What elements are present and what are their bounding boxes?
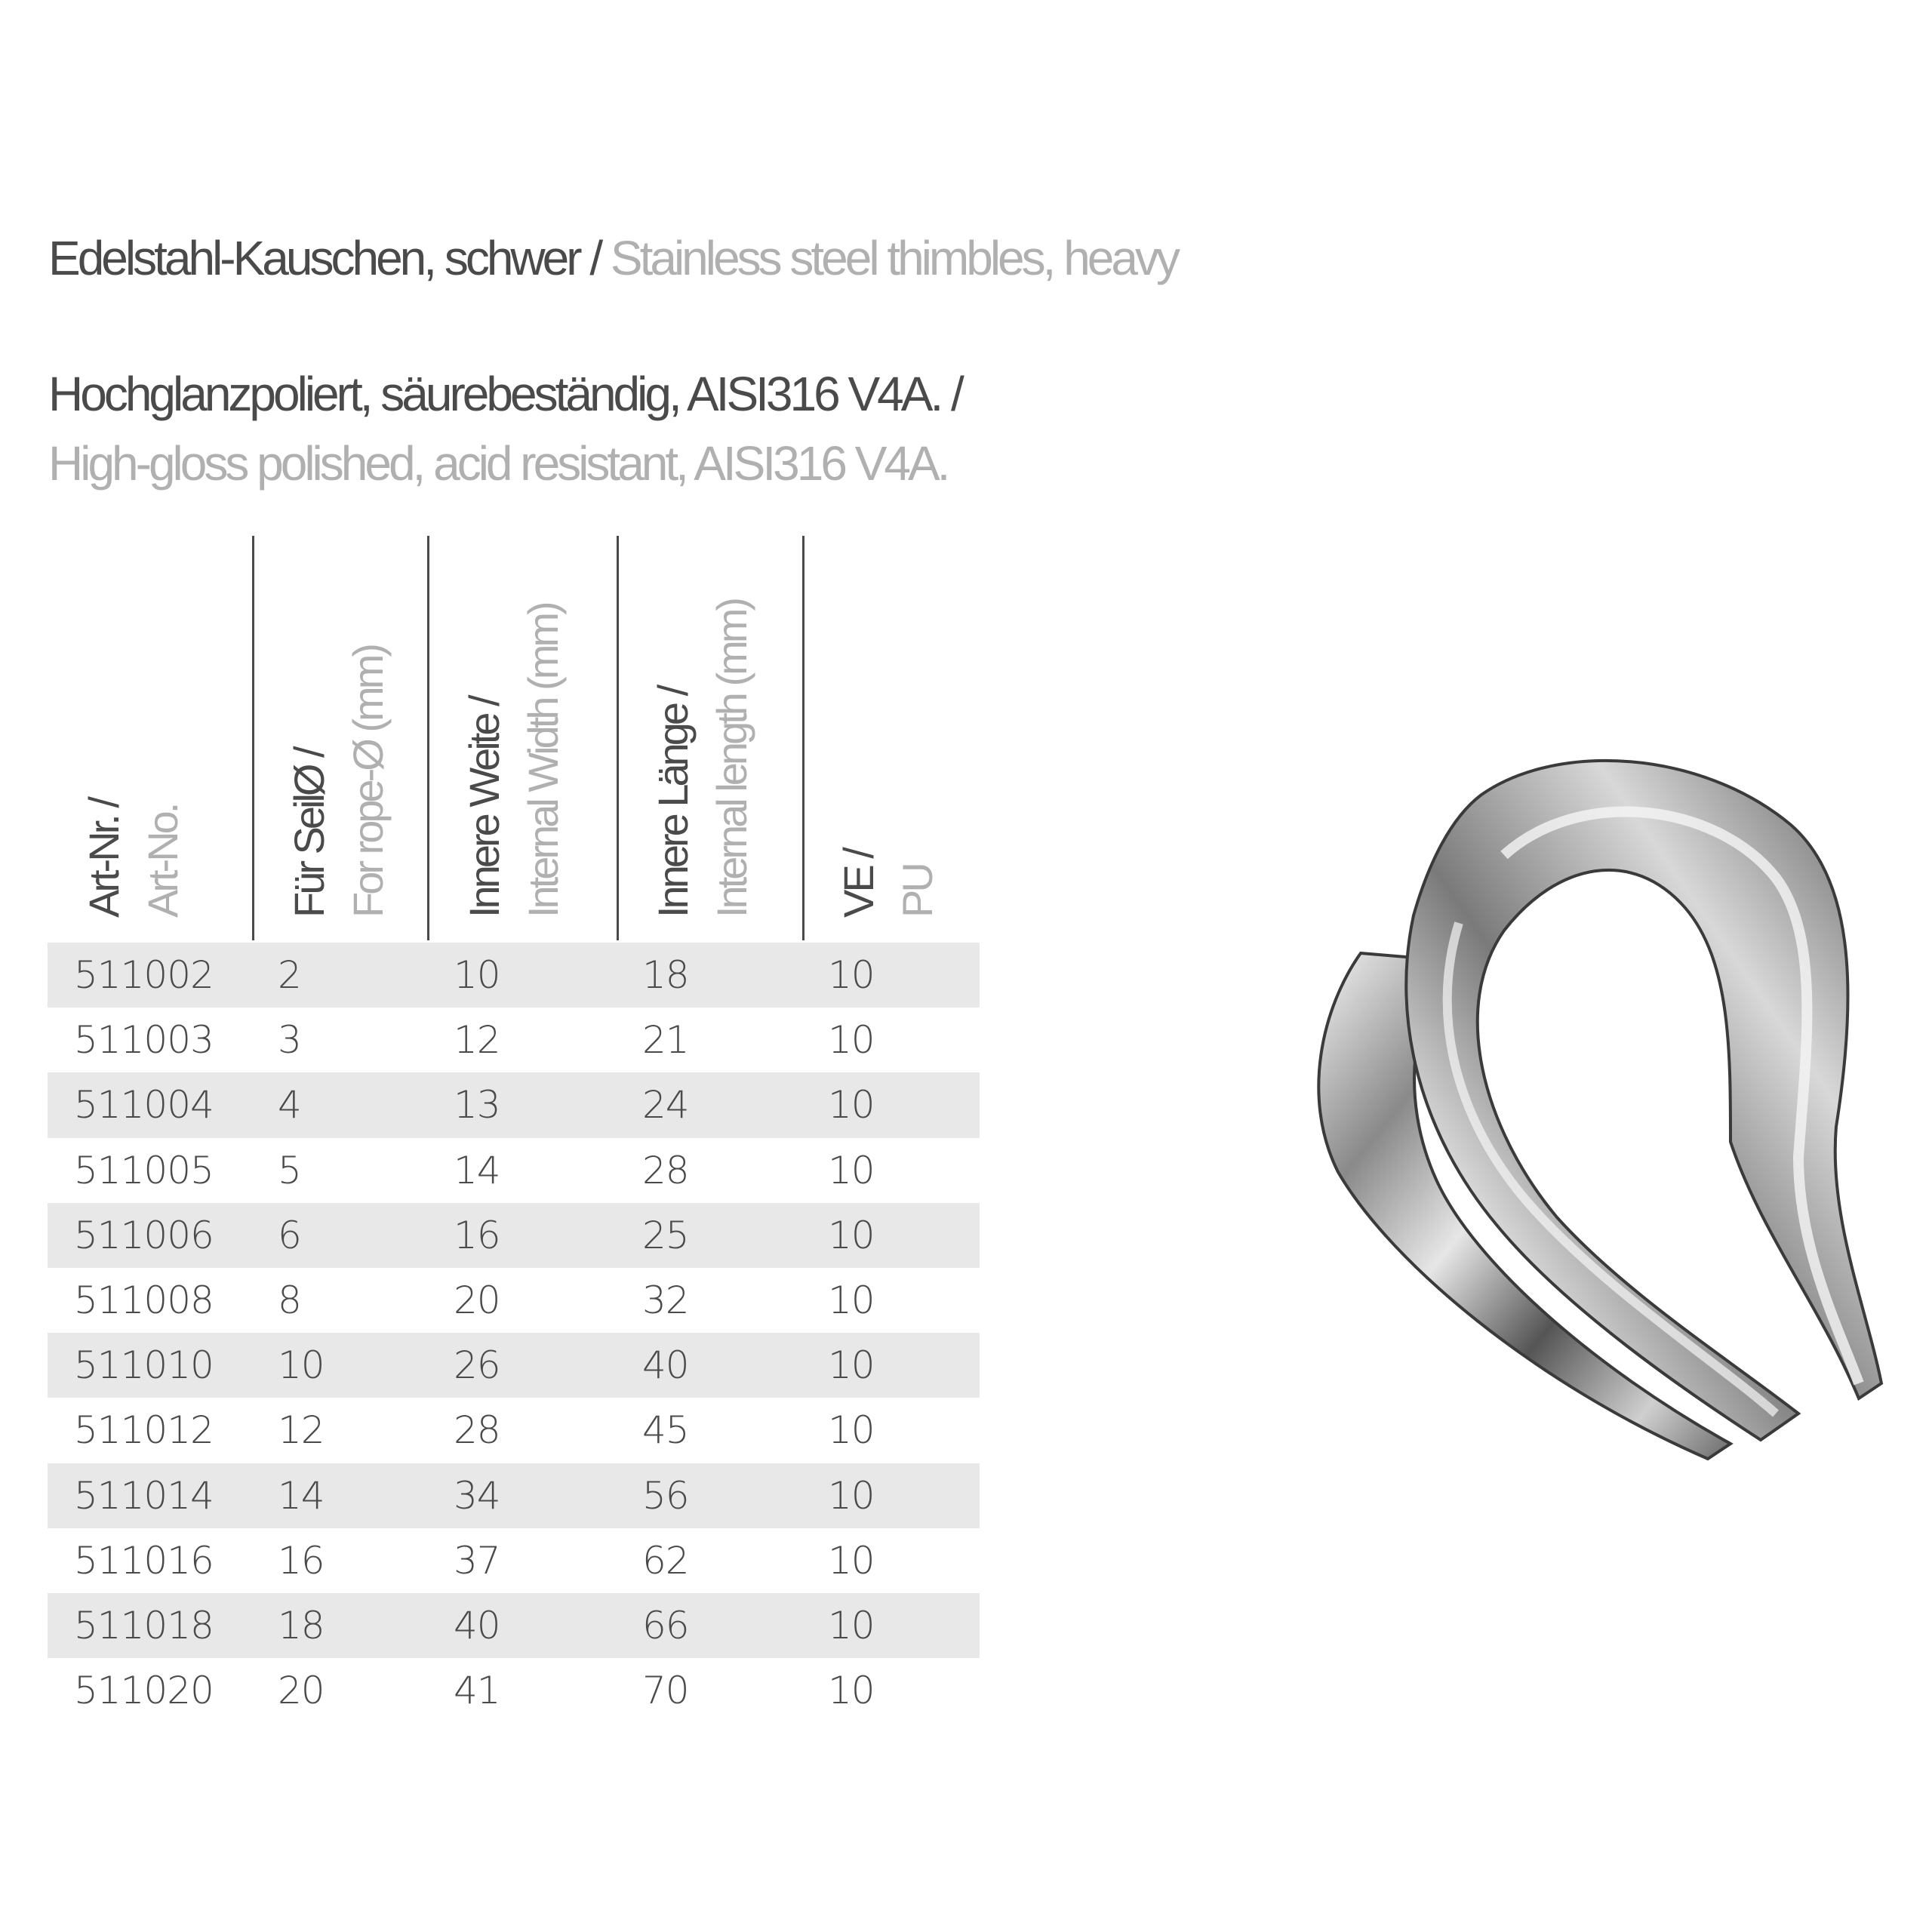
table-row bbox=[48, 1593, 980, 1658]
cell-internal-length: 70 bbox=[642, 1669, 689, 1713]
cell-art-no: 511020 bbox=[74, 1669, 214, 1713]
cell-packing-unit: 10 bbox=[828, 1018, 875, 1063]
cell-internal-width: 28 bbox=[454, 1408, 500, 1453]
header-label-de: Für SeilØ / bbox=[285, 749, 333, 918]
cell-packing-unit: 10 bbox=[828, 1669, 875, 1713]
cell-internal-length: 24 bbox=[642, 1083, 689, 1128]
cell-internal-length: 56 bbox=[642, 1473, 689, 1518]
table-row bbox=[48, 1072, 980, 1137]
cell-packing-unit: 10 bbox=[828, 1148, 875, 1192]
cell-rope-diameter: 3 bbox=[278, 1018, 301, 1063]
table-row bbox=[48, 1528, 980, 1593]
cell-rope-diameter: 14 bbox=[278, 1473, 325, 1518]
cell-rope-diameter: 10 bbox=[278, 1343, 325, 1388]
cell-art-no: 511014 bbox=[74, 1473, 214, 1518]
column-divider bbox=[802, 536, 804, 940]
header-label-de: Art-Nr. / bbox=[80, 799, 128, 918]
cell-internal-length: 21 bbox=[642, 1018, 689, 1063]
header-label-en: Internal Width (mm) bbox=[519, 604, 567, 918]
cell-internal-length: 18 bbox=[642, 953, 689, 997]
cell-rope-diameter: 5 bbox=[278, 1148, 301, 1192]
header-packing-unit bbox=[829, 525, 958, 918]
table-row bbox=[48, 1463, 980, 1528]
cell-internal-width: 10 bbox=[454, 953, 500, 997]
cell-packing-unit: 10 bbox=[828, 1473, 875, 1518]
cell-packing-unit: 10 bbox=[828, 1083, 875, 1128]
cell-art-no: 511018 bbox=[74, 1603, 214, 1647]
table-row bbox=[48, 1398, 980, 1463]
table-row bbox=[48, 943, 980, 1008]
table-row bbox=[48, 1268, 980, 1333]
header-label-en: Internal length (mm) bbox=[708, 599, 755, 918]
cell-rope-diameter: 4 bbox=[278, 1083, 301, 1128]
cell-internal-length: 32 bbox=[642, 1278, 689, 1322]
cell-rope-diameter: 12 bbox=[278, 1408, 325, 1453]
cell-internal-length: 45 bbox=[642, 1408, 689, 1453]
cell-art-no: 511008 bbox=[74, 1278, 214, 1322]
cell-internal-width: 41 bbox=[454, 1669, 500, 1713]
title-german: Edelstahl-Kauschen, schwer / bbox=[48, 231, 601, 285]
cell-packing-unit: 10 bbox=[828, 1408, 875, 1453]
product-table bbox=[48, 943, 980, 1723]
table-row bbox=[48, 1333, 980, 1398]
cell-packing-unit: 10 bbox=[828, 1343, 875, 1388]
cell-internal-width: 20 bbox=[454, 1278, 500, 1322]
cell-packing-unit: 10 bbox=[828, 1278, 875, 1322]
cell-internal-length: 40 bbox=[642, 1343, 689, 1388]
table-row bbox=[48, 1138, 980, 1203]
cell-internal-width: 14 bbox=[454, 1148, 500, 1192]
table-row bbox=[48, 1658, 980, 1723]
cell-rope-diameter: 20 bbox=[278, 1669, 325, 1713]
header-label-en: PU bbox=[894, 865, 941, 918]
cell-art-no: 511006 bbox=[74, 1213, 214, 1257]
cell-internal-width: 26 bbox=[454, 1343, 500, 1388]
header-label-en: Art-No. bbox=[139, 804, 186, 918]
thimble-icon bbox=[1308, 734, 1889, 1478]
cell-rope-diameter: 6 bbox=[278, 1213, 301, 1257]
title-english: Stainless steel thimbles, heavy bbox=[610, 231, 1177, 285]
column-divider bbox=[252, 536, 254, 940]
cell-internal-width: 16 bbox=[454, 1213, 500, 1257]
cell-internal-length: 28 bbox=[642, 1148, 689, 1192]
table-header bbox=[48, 536, 980, 940]
subtitle-english: High-gloss polished, acid resistant, AISI316 V4A. bbox=[48, 436, 948, 491]
cell-packing-unit: 10 bbox=[828, 1603, 875, 1647]
cell-internal-length: 62 bbox=[642, 1538, 689, 1583]
page-title bbox=[48, 230, 1177, 286]
cell-rope-diameter: 8 bbox=[278, 1278, 301, 1322]
header-label-de: Innere Weite / bbox=[460, 697, 508, 918]
thimble-product-image bbox=[1308, 734, 1889, 1478]
cell-internal-length: 66 bbox=[642, 1603, 689, 1647]
header-internal-length bbox=[644, 525, 772, 918]
cell-art-no: 511016 bbox=[74, 1538, 214, 1583]
cell-packing-unit: 10 bbox=[828, 1538, 875, 1583]
cell-internal-width: 13 bbox=[454, 1083, 500, 1128]
cell-rope-diameter: 16 bbox=[278, 1538, 325, 1583]
cell-packing-unit: 10 bbox=[828, 1213, 875, 1257]
cell-internal-length: 25 bbox=[642, 1213, 689, 1257]
header-internal-width bbox=[455, 525, 583, 918]
cell-rope-diameter: 18 bbox=[278, 1603, 325, 1647]
column-divider bbox=[427, 536, 429, 940]
cell-art-no: 511010 bbox=[74, 1343, 214, 1388]
header-label-de: VE / bbox=[835, 850, 882, 918]
header-rope-diameter bbox=[280, 525, 408, 918]
header-art-no bbox=[75, 525, 203, 918]
subtitle-german: Hochglanzpoliert, säurebeständig, AISI316 V4A. / bbox=[48, 367, 961, 421]
cell-internal-width: 12 bbox=[454, 1018, 500, 1063]
header-label-en: For rope-Ø (mm) bbox=[344, 646, 392, 918]
header-label-de: Innere Länge / bbox=[649, 687, 697, 918]
cell-art-no: 511005 bbox=[74, 1148, 214, 1192]
cell-art-no: 511012 bbox=[74, 1408, 214, 1453]
cell-internal-width: 37 bbox=[454, 1538, 500, 1583]
cell-art-no: 511004 bbox=[74, 1083, 214, 1128]
column-divider bbox=[617, 536, 619, 940]
cell-internal-width: 40 bbox=[454, 1603, 500, 1647]
table-row bbox=[48, 1008, 980, 1072]
cell-art-no: 511002 bbox=[74, 953, 214, 997]
cell-internal-width: 34 bbox=[454, 1473, 500, 1518]
cell-art-no: 511003 bbox=[74, 1018, 214, 1063]
table-row bbox=[48, 1203, 980, 1268]
cell-packing-unit: 10 bbox=[828, 953, 875, 997]
cell-rope-diameter: 2 bbox=[278, 953, 301, 997]
